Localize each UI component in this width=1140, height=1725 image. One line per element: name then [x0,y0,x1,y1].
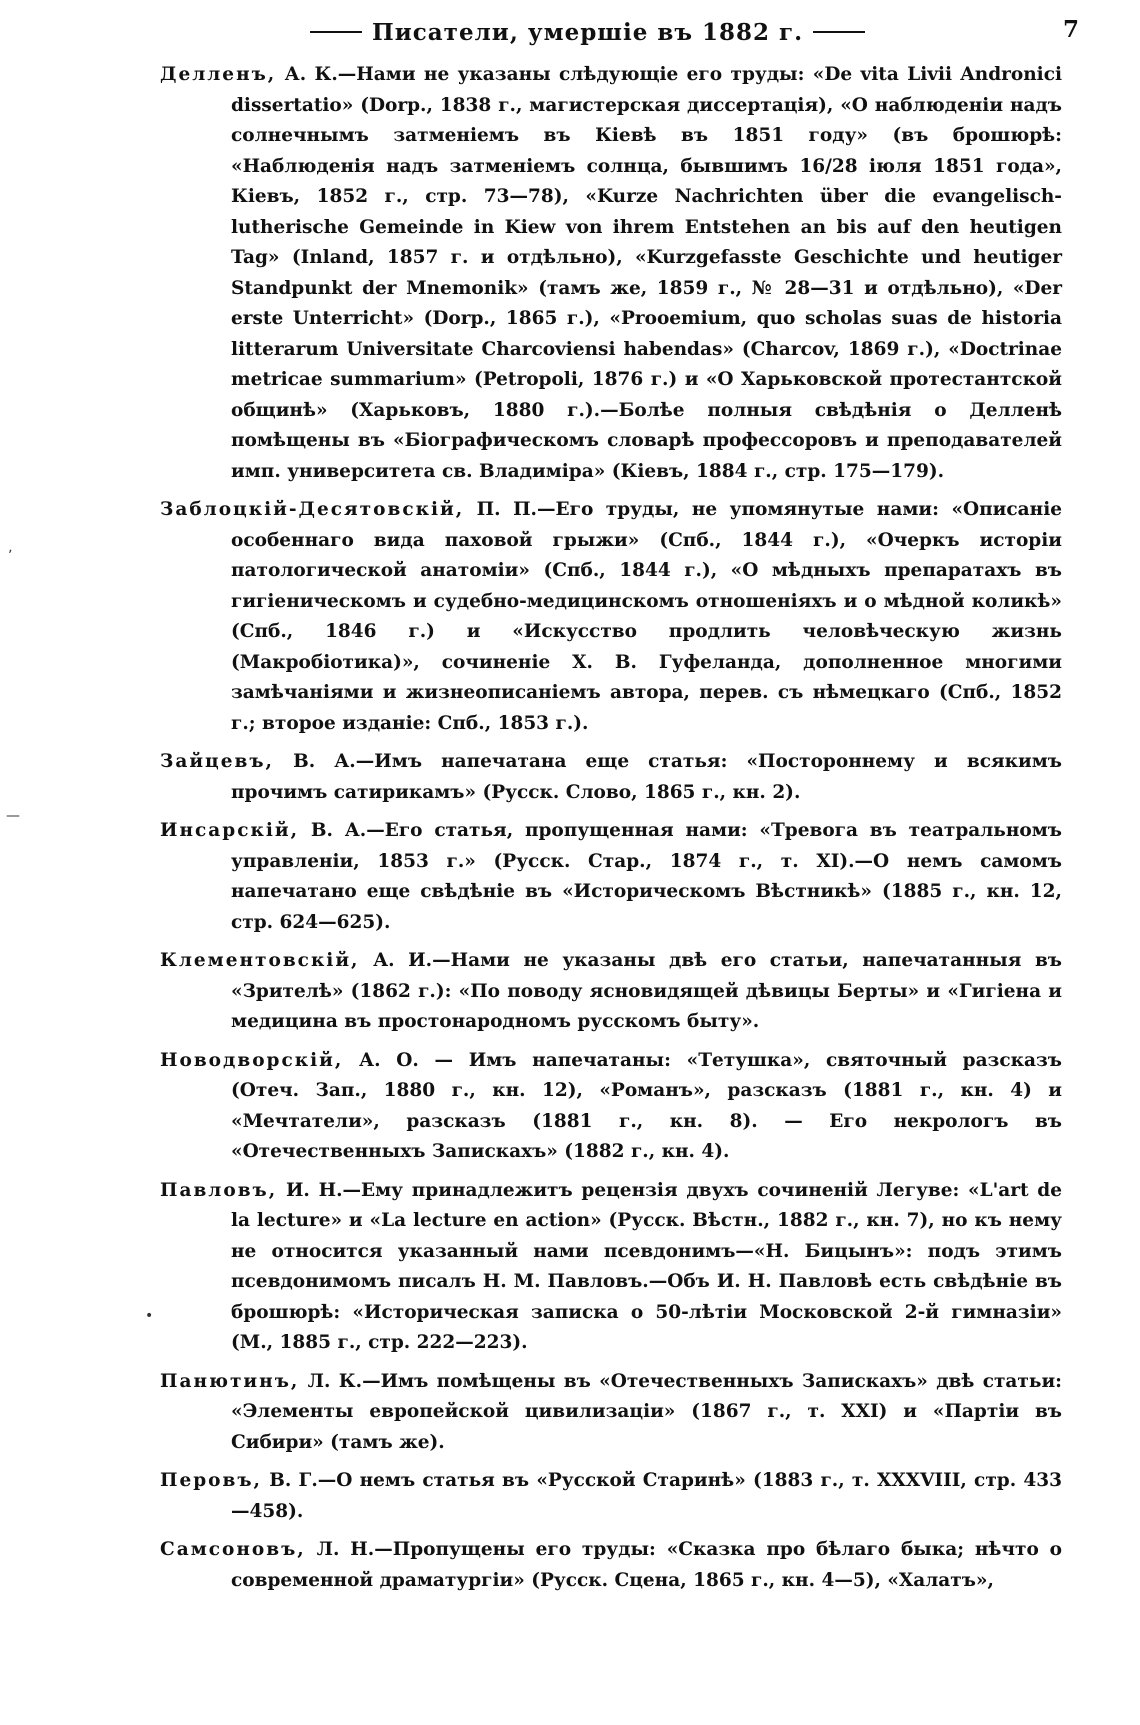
entry-text: —Нами не указаны двѣ его статьи, напечатанныя въ «Зрителѣ» (1862 г.): «По поводу ясновидящей дѣвицы Берты» и «Гигіена и медицина въ простонародномъ русскомъ быту». [231,950,1062,1032]
entry-name: Перовъ, [160,1470,263,1491]
entry-initials: Л. Н. [316,1539,375,1560]
head-rule-right [813,31,865,33]
entry-initials: Л. К. [307,1370,363,1392]
entry-initials: А. И. [373,950,433,971]
entry-text: —Его статья, пропущенная нами: «Тревога въ театральномъ управленіи, 1853 г.» (Русск. Стар., 1874 г., т. XI).—О немъ самомъ напечатано еще свѣдѣніе въ «Историческомъ Вѣстникѣ» (1885 г., кн. 12, стр. 624—625). [231,820,1062,933]
entry-name: Павловъ, [160,1179,278,1201]
entry-name: Клементовскій, [160,950,360,971]
entry-name: Самсоновъ, [160,1539,306,1560]
entry-name: Зайцевъ, [160,751,274,772]
entry-initials: И. Н. [285,1179,343,1201]
entry-name: Панютинъ, [160,1370,300,1392]
entry-name: Инсарскій, [160,820,300,841]
entry [160,816,1062,938]
entry-initials: А. К. [284,64,338,85]
entry-name: Заблоцкій-Десятовскій, [160,499,465,520]
running-head-title: Писатели, умершіе въ 1882 г. [372,18,804,46]
entry-text: —О немъ статья въ «Русской Старинѣ» (1883 г., т. XXXVIII, стр. 433—458). [231,1470,1063,1522]
entry-initials: В. Г. [269,1470,318,1491]
entry [160,1535,1062,1596]
entry-initials: А. О. [359,1049,419,1071]
head-rule-left [310,31,362,33]
entry [160,747,1062,808]
margin-mark: • [145,1308,154,1324]
entry [160,1466,1062,1527]
entry-text: —Имъ напечатана еще статья: «Постороннему и всякимъ прочимъ сатирикамъ» (Русск. Слово, 1865 г., кн. 2). [231,751,1062,803]
entry [160,1176,1062,1359]
entry-text: —Имъ помѣщены въ «Отечественныхъ Запискахъ» двѣ статьи: «Элементы европейской цивилизаціи» (1867 г., т. XXI) и «Партіи въ Сибири» (тамъ же). [231,1370,1062,1453]
page-number: 7 [1062,16,1080,43]
margin-mark: ʼ [8,548,13,564]
running-head [160,14,1080,50]
entry [160,1367,1062,1459]
entry-text: —Нами не указаны слѣдующіе его труды: «De vita Livii Andronici dissertatio» (Dorp., 1838 г., магистерская диссертація), «О наблюденіи надъ солнечнымъ затменіемъ въ Кіевѣ въ 1851 году» (въ брошюрѣ: «Наблюденія надъ затменіемъ солнца, бывшимъ 16/28 іюля 1851 года», Кіевъ, 1852 г., стр. 73—78), «Kurze Nachrichten über die evangelisch-lutherische Gemeinde in Kiew von ihrem Entstehen an bis auf den heutigen Tag» (Inland, 1857 г. и отдѣльно), «Kurzgefasste Geschichte und heutiger Standpunkt der Mnemonik» (тамъ же, 1859 г., № 28—31 и отдѣльно), «Der erste Unterricht» (Dorp., 1865 г.), «Prooemium, quo scholas suas de historia litterarum Universitate Charcoviensi habendas» (Charcov, 1869 г.), «Doctrinae metricae summarium» (Petropoli, 1876 г.) и «О Харьковской протестантской общинѣ» (Харьковъ, 1880 г.).—Болѣе полныя свѣдѣнія о Делленѣ помѣщены въ «Біографическомъ словарѣ профессоровъ и преподавателей имп. университета св. Владиміра» (Кіевъ, 1884 г., стр. 175—179). [231,64,1062,482]
entry-name: Новодворскій, [160,1049,344,1071]
entry-text: —Ему принадлежитъ рецензія двухъ сочиненій Легуве: «L'art de la lecture» и «La lecture en action» (Русск. Вѣстн., 1882 г., кн. 7), но къ нему не относится указанный нами псевдонимъ—«Н. Бицынъ»: подъ этимъ псевдонимомъ писалъ Н. М. Павловъ.—Объ И. Н. Павловѣ есть свѣдѣніе въ брошюрѣ: «Историческая записка о 50-лѣтіи Московской 2-й гимназіи» (М., 1885 г., стр. 222—223). [231,1179,1062,1353]
entry [160,495,1062,739]
entry-initials: В. А. [310,820,367,841]
entry-text: —Его труды, не упомянутые нами: «Описаніе особеннаго вида паховой грыжи» (Спб., 1844 г.), «Очеркъ исторіи патологической анатоміи» (Спб., 1844 г.), «О мѣдныхъ препаратахъ въ гигіеническомъ и судебно-медицинскомъ отношеніяхъ и о мѣдной коликѣ» (Спб., 1846 г.) и «Искусство продлить человѣческую жизнь (Макробіотика)», сочиненіе Х. В. Гуфеланда, дополненное многими замѣчаніями и жизнеописаніемъ автора, перев. съ нѣмецкаго (Спб., 1852 г.; второе изданіе: Спб., 1853 г.). [231,499,1062,734]
entry-text: —Пропущены его труды: «Сказка про бѣлаго быка; нѣчто о современной драматургіи» (Русск. Сцена, 1865 г., кн. 4—5), «Халатъ», [231,1539,1062,1591]
entry-initials: П. П. [476,499,537,520]
entry [160,946,1062,1038]
entry [160,1046,1062,1168]
margin-mark: — [6,808,20,824]
entry-initials: В. А. [293,751,356,772]
entry-text: — Имъ напечатаны: «Тетушка», святочный разсказъ (Отеч. Зап., 1880 г., кн. 12), «Романъ», разсказъ (1881 г., кн. 4) и «Мечтатели», разсказъ (1881 г., кн. 8). — Его некрологъ въ «Отечественныхъ Запискахъ» (1882 г., кн. 4). [231,1049,1062,1162]
entry-name: Делленъ, [160,64,277,85]
entry [160,60,1062,487]
entries-list [160,60,1062,1604]
